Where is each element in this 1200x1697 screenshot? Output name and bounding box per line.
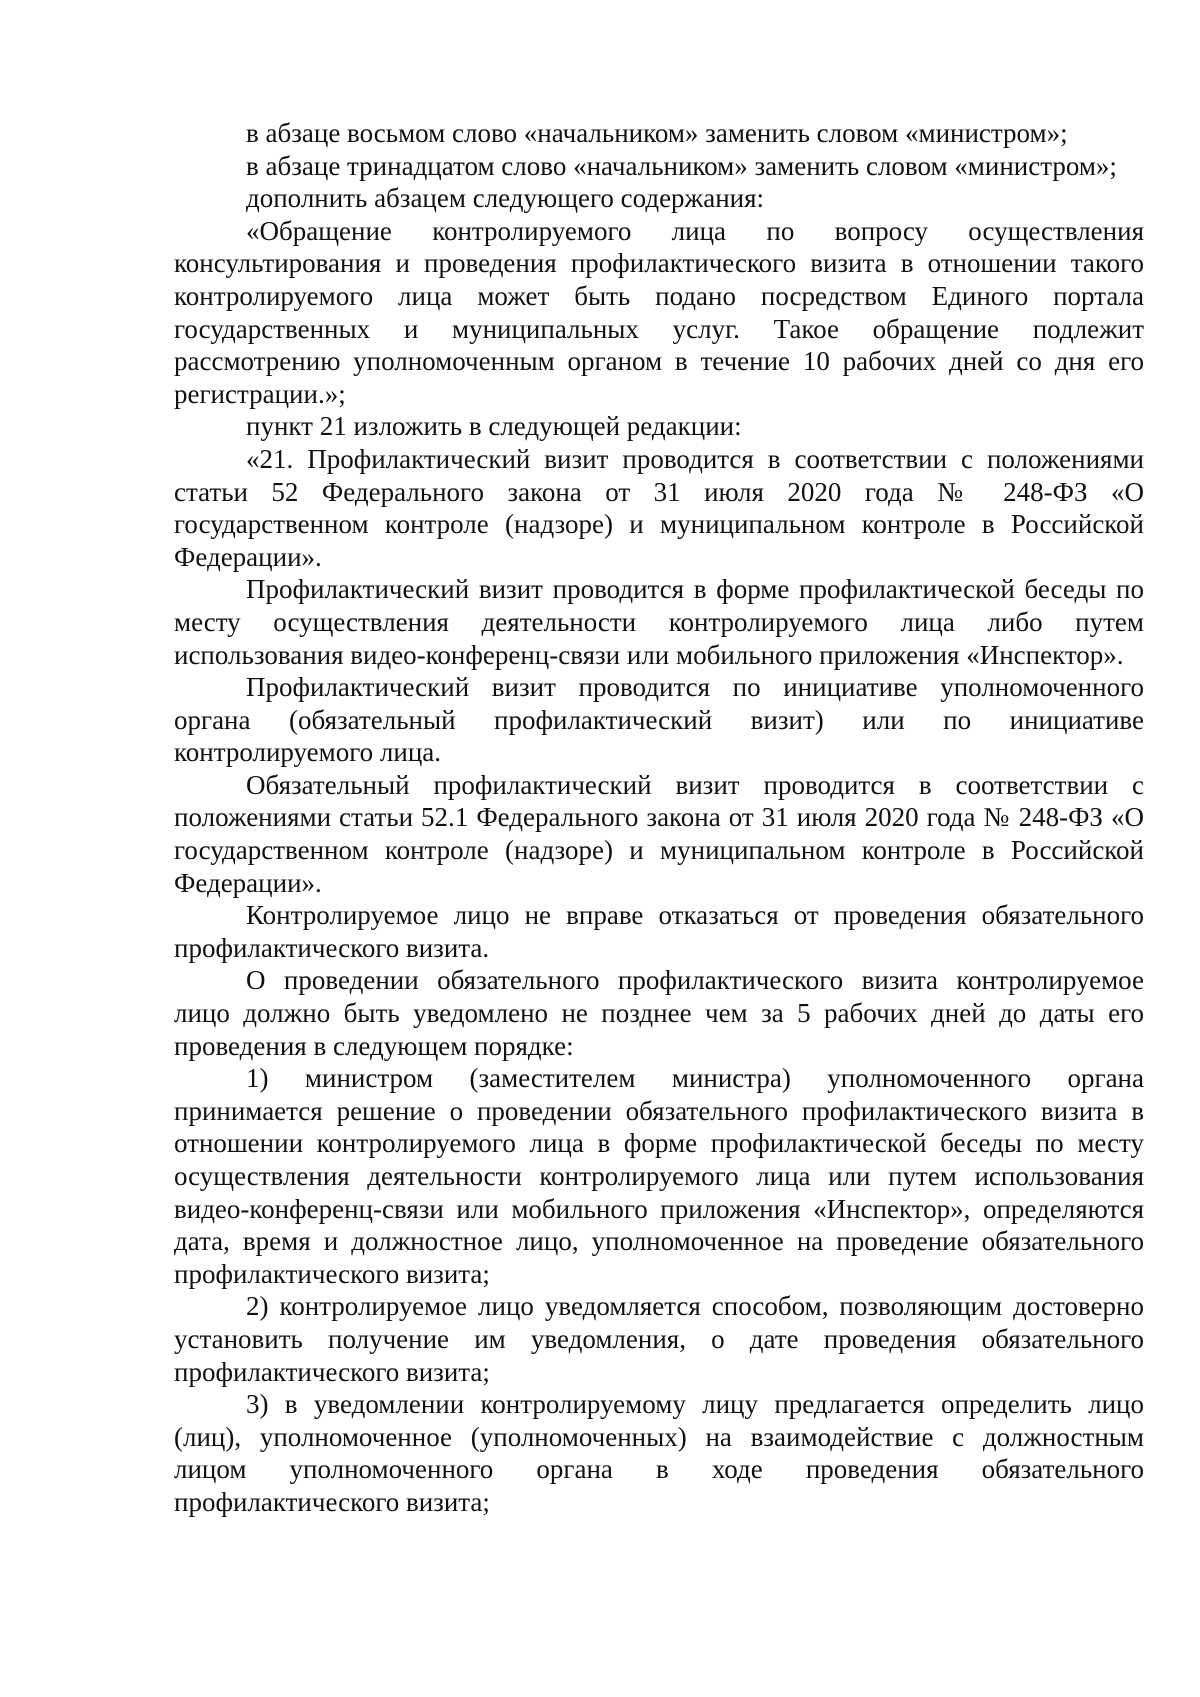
paragraph-step-3: 3) в уведомлении контролируемому лицу предлагается определить лицо (лиц), уполномоченное (уполномоченных) на взаимодействие с должностным лицом уполномоченного органа в ходе проведения обязательного профилактического визита;	[174, 1389, 1144, 1517]
paragraph-amend-abzac-8: в абзаце восьмом слово «начальником» заменить словом «министром»;	[246, 118, 1068, 148]
paragraph-amend-abzac-13: в абзаце тринадцатом слово «начальником» заменить словом «министром»;	[246, 150, 1117, 181]
document-page	[174, 117, 1144, 1519]
paragraph-add-abzac: дополнить абзацем следующего содержания:	[246, 183, 765, 214]
paragraph-step-1: 1) министром (заместителем министра) уполномоченного органа принимается решение о проведении обязательного профилактического визита в отношении контролируемого лица в форме профилактической беседы по месту осуществления деятельности контролируемого лица или путем использования видео-конференц-связи или мобильного приложения «Инспектор», определяются дата, время и должностное лицо, уполномоченное на проведение обязательного профилактического визита;	[174, 1063, 1144, 1289]
paragraph-notification-order: О проведении обязательного профилактического визита контролируемое лицо должно быть уведомлено не позднее чем за 5 рабочих дней до даты его проведения в следующем порядке:	[174, 965, 1144, 1061]
paragraph-step-2: 2) контролируемое лицо уведомляется способом, позволяющим достоверно установить получение им уведомления, о дате проведения обязательного профилактического визита;	[174, 1291, 1144, 1387]
paragraph-visit-form: Профилактический визит проводится в форме профилактической беседы по месту осуществления деятельности контролируемого лица либо путем использования видео-конференц-связи или мобильного приложения «Инспектор».	[174, 574, 1144, 670]
paragraph-appeal-text: «Обращение контролируемого лица по вопросу осуществления консультирования и проведения профилактического визита в отношении такого контролируемого лица может быть подано посредством Единого портала государственных и муниципальных услуг. Такое обращение подлежит рассмотрению уполномоченным органом в течение 10 рабочих дней со дня его регистрации.»;	[174, 215, 1144, 409]
paragraph-visit-initiative: Профилактический визит проводится по инициативе уполномоченного органа (обязательный профилактический визит) или по инициативе контролируемого лица.	[174, 672, 1144, 768]
paragraph-point-21: «21. Профилактический визит проводится в соответствии с положениями статьи 52 Федерального закона от 31 июля 2020 года № 248-ФЗ «О государственном контроле (надзоре) и муниципальном контроле в Российской Федерации».	[174, 443, 1144, 572]
paragraph-mandatory-visit: Обязательный профилактический визит проводится в соответствии с положениями статьи 52.1 Федерального закона от 31 июля 2020 года № 248-ФЗ «О государственном контроле (надзоре) и муниципальном контроле в Российской Федерации».	[174, 769, 1144, 898]
paragraph-point-21-intro: пункт 21 изложить в следующей редакции:	[246, 411, 742, 442]
paragraph-no-refusal: Контролируемое лицо не вправе отказаться от проведения обязательного профилактического визита.	[174, 900, 1144, 963]
